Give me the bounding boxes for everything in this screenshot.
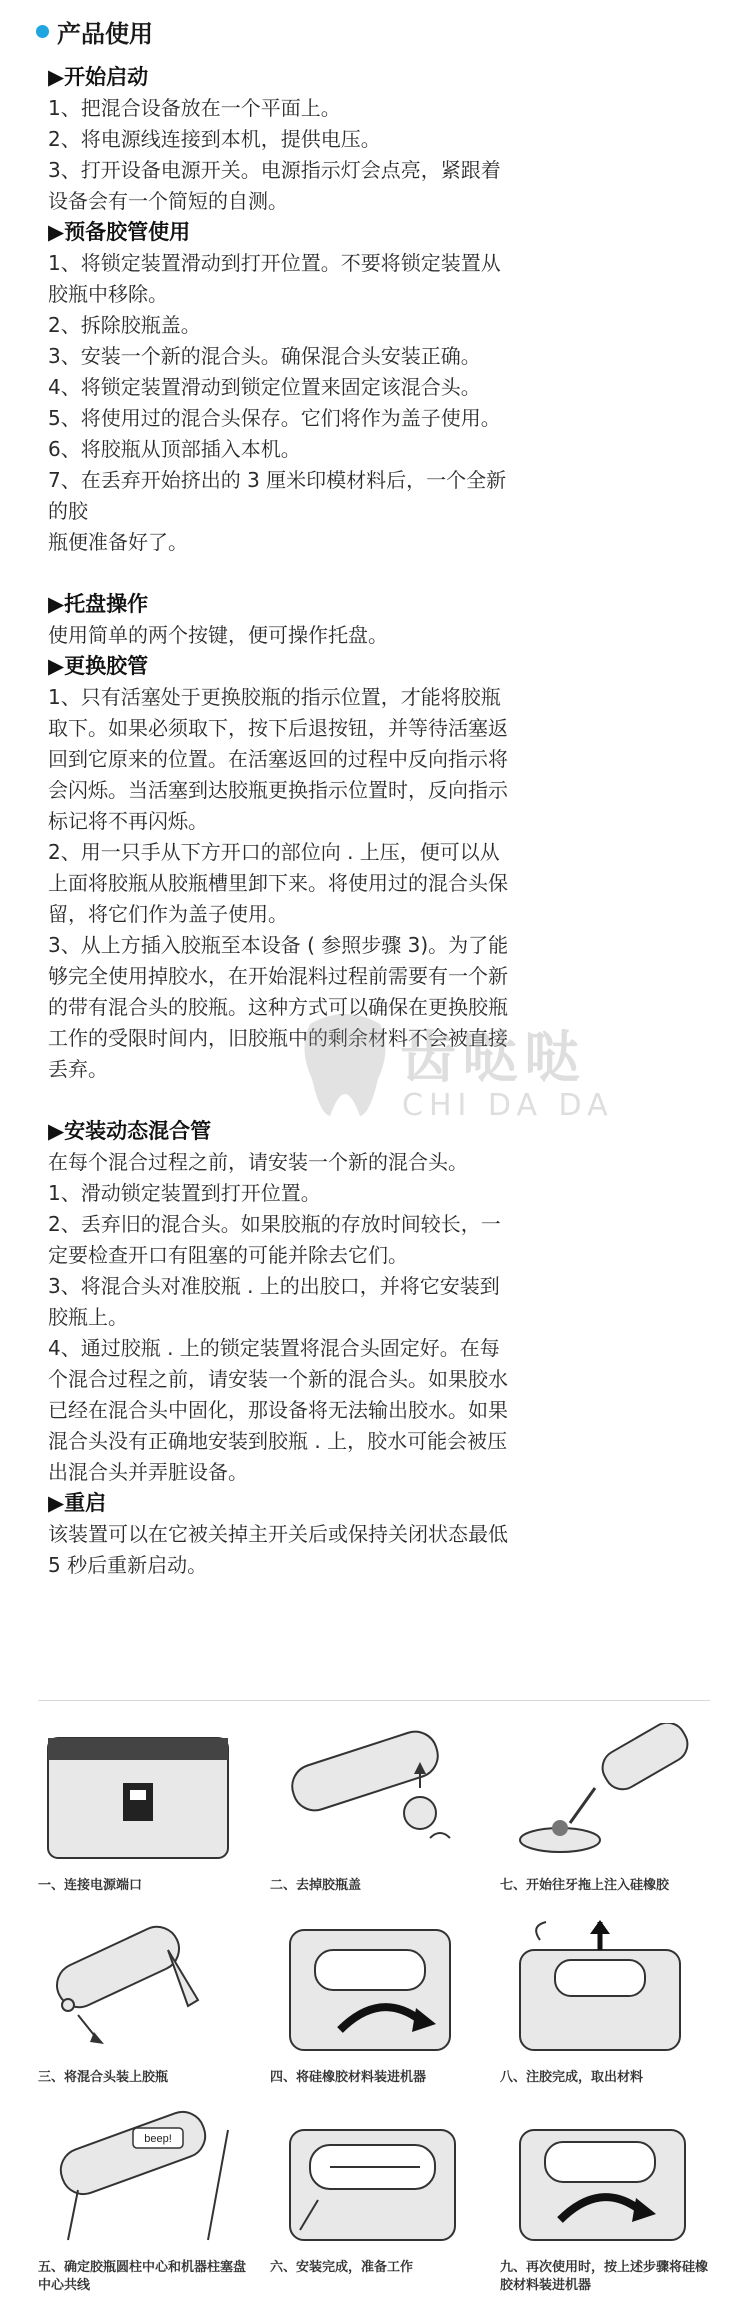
text-line: 3、打开设备电源开关。电源指示灯会点亮，紧跟着 [48,158,501,182]
text-line: 2、将电源线连接到本机，提供电压。 [48,127,381,151]
diagram-caption: 六、安装完成，准备工作 [270,2260,414,2275]
text-line: 留，将它们作为盖子使用。 [48,902,288,926]
section-title: 产品使用 [57,20,153,48]
text-line: 工作的受限时间内，旧胶瓶中的剩余材料不会被直接 [48,1026,508,1050]
text-line: 定要检查开口有阻塞的可能并除去它们。 [48,1243,408,1267]
text-line: 上面将胶瓶从胶瓶槽里卸下来。将使用过的混合头保 [48,871,508,895]
reload-icon [500,2105,710,2255]
diagram-panel [270,1915,480,2087]
diagram-caption: 一、连接电源端口 [38,1878,143,1893]
diagram-panel [270,2105,480,2277]
text-line: 瓶便准备好了。 [48,530,188,554]
diagram-caption: 四、将硅橡胶材料装进机器 [270,2070,427,2085]
text-line: 设备会有一个简短的自测。 [48,189,288,213]
load-cartridge-icon [270,1915,480,2065]
text-line: 3、从上方插入胶瓶至本设备 ( 参照步骤 3)。为了能 [48,933,509,957]
text-line: 在每个混合过程之前，请安装一个新的混合头。 [48,1150,468,1174]
text-line: 取下。如果必须取下，按下后退按钮，并等待活塞返 [48,716,508,740]
text-line: 2、丢弃旧的混合头。如果胶瓶的存放时间较长，一 [48,1212,501,1236]
mixing-tip-icon [38,1915,248,2065]
power-port-icon [38,1723,248,1873]
text-line: 胶瓶中移除。 [48,282,168,306]
align-center-icon [38,2105,248,2255]
diagram-panel [38,2105,248,2295]
ready-icon [270,2105,480,2255]
text-line: 7、在丢弃开始挤出的 3 厘米印模材料后，一个全新 [48,468,507,492]
text-line: 1、只有活塞处于更换胶瓶的指示位置，才能将胶瓶 [48,685,501,709]
instructions-text [48,62,618,1581]
diagram-panel [500,1723,710,1895]
remove-cartridge-icon [500,1915,710,2065]
text-line: 够完全使用掉胶水，在开始混料过程前需要有一个新 [48,964,508,988]
text-line: 已经在混合头中固化，那设备将无法输出胶水。如果 [48,1398,508,1422]
text-line: 的胶 [48,499,88,523]
diagram-caption: 五、确定胶瓶圆柱中心和机器柱塞盘中心共线 [38,2260,247,2293]
cap-removal-icon [270,1723,480,1873]
bullet-dot-icon [36,25,49,38]
subheading: ▶安装动态混合管 [48,1119,212,1143]
text-line: 的带有混合头的胶瓶。这种方式可以确保在更换胶瓶 [48,995,508,1019]
text-line: 4、通过胶瓶 . 上的锁定装置将混合头固定好。在每 [48,1336,500,1360]
diagram-panel [38,1723,248,1895]
diagram-panel [38,1915,248,2087]
text-line: 使用简单的两个按键，便可操作托盘。 [48,623,388,647]
text-line: 1、滑动锁定装置到打开位置。 [48,1181,321,1205]
spacer [48,1085,618,1116]
text-line: 1、把混合设备放在一个平面上。 [48,96,341,120]
text-line: 4、将锁定装置滑动到锁定位置来固定该混合头。 [48,375,481,399]
diagram-panel [500,2105,710,2295]
diagram-panel [270,1723,480,1895]
subheading: ▶开始启动 [48,65,149,89]
usage-diagram-grid [38,1700,710,2300]
text-line: 5、将使用过的混合头保存。它们将作为盖子使用。 [48,406,501,430]
text-line: 标记将不再闪烁。 [48,809,208,833]
text-line: 3、安装一个新的混合头。确保混合头安装正确。 [48,344,481,368]
diagram-panel [500,1915,710,2087]
text-line: 出混合头并弄脏设备。 [48,1460,248,1484]
tray-inject-icon [500,1723,710,1873]
diagram-caption: 三、将混合头装上胶瓶 [38,2070,169,2085]
watermark-cn: 齿哒哒 [400,1026,586,1091]
text-line: 3、将混合头对准胶瓶 . 上的出胶口，并将它安装到 [48,1274,500,1298]
diagram-caption: 七、开始往牙拖上注入硅橡胶 [500,1878,670,1893]
diagram-caption: 八、注胶完成，取出材料 [500,2070,644,2085]
watermark-en: CHI DA DA [402,1088,614,1123]
section-header [36,14,153,49]
spacer [48,558,618,589]
text-line: 个混合过程之前，请安装一个新的混合头。如果胶水 [48,1367,508,1391]
text-line: 5 秒后重新启动。 [48,1553,208,1577]
text-line: 1、将锁定装置滑动到打开位置。不要将锁定装置从 [48,251,501,275]
text-line: 会闪烁。当活塞到达胶瓶更换指示位置时，反向指示 [48,778,508,802]
diagram-caption: 二、去掉胶瓶盖 [270,1878,362,1893]
text-line: 回到它原来的位置。在活塞返回的过程中反向指示将 [48,747,508,771]
subheading: ▶托盘操作 [48,592,149,616]
diagram-caption: 九、再次使用时，按上述步骤将硅橡胶材料装进机器 [500,2260,709,2293]
subheading: ▶重启 [48,1491,107,1515]
text-line: 丢弃。 [48,1057,108,1081]
subheading: ▶预备胶管使用 [48,220,191,244]
subheading: ▶更换胶管 [48,654,149,678]
text-line: 2、用一只手从下方开口的部位向 . 上压，便可以从 [48,840,500,864]
text-line: 6、将胶瓶从顶部插入本机。 [48,437,301,461]
text-line: 该装置可以在它被关掉主开关后或保持关闭状态最低 [48,1522,508,1546]
text-line: 2、拆除胶瓶盖。 [48,313,201,337]
text-line: 胶瓶上。 [48,1305,128,1329]
beep-callout: beep! [144,2133,172,2145]
text-line: 混合头没有正确地安装到胶瓶 . 上，胶水可能会被压 [48,1429,508,1453]
